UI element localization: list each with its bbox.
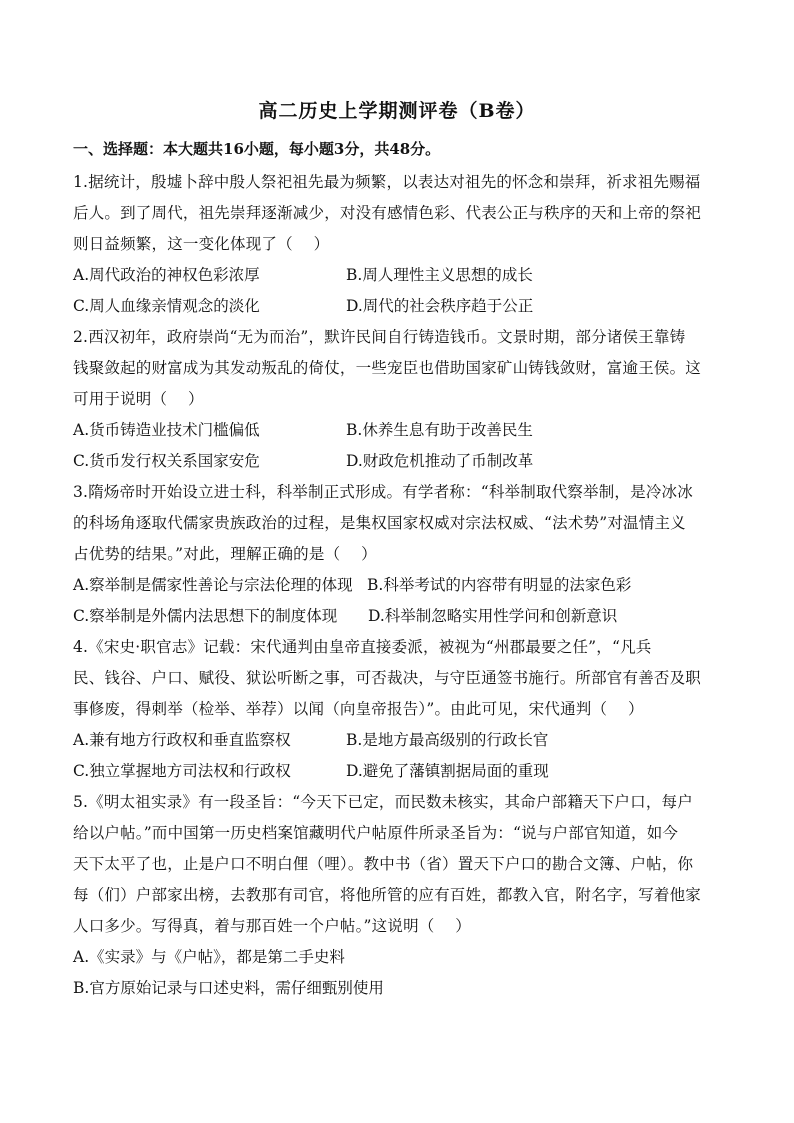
question-3-option-b: B.科举考试的内容带有明显的法家色彩 [367,576,632,594]
question-1-option-d: D.周代的社会秩序趋于公正 [346,297,534,315]
question-1-option-b: B.周人理性主义思想的成长 [346,266,533,284]
question-4-option-a: A.兼有地方行政权和垂直监察权 [73,731,291,749]
question-5-line-1: 5.《明太祖实录》有一段圣旨：“今天下已定，而民数未核实，其命户部籍天下户口，每户 [73,793,693,811]
question-2-line-3: 可用于说明（ ） [73,390,204,408]
question-2-option-d: D.财政危机推动了币制改革 [346,452,534,470]
question-4-line-1: 4.《宋史·职官志》记载：宋代通判由皇帝直接委派，被视为“州郡最要之任”，“凡兵 [73,638,652,656]
question-2-option-c: C.货币发行权关系国家安危 [73,452,260,470]
question-3-line-3: 占优势的结果。”对此，理解正确的是（ ） [73,545,377,563]
question-1-line-1: 1.据统计，殷墟卜辞中殷人祭祀祖先最为频繁，以表达对祖先的怀念和崇拜，祈求祖先赐福 [73,173,701,191]
question-4-option-b: B.是地方最高级别的行政长官 [346,731,549,749]
page-title: 高二历史上学期测评卷（B卷） [258,100,536,122]
question-3-line-2: 的科场角逐取代儒家贵族政治的过程，是集权国家权威对宗法权威、“法术势”对温情主义 [73,514,686,532]
question-4-option-c: C.独立掌握地方司法权和行政权 [73,762,291,780]
question-5-line-5: 人口多少。写得真，着与那百姓一个户帖。”这说明（ ） [73,917,472,935]
question-3-line-1: 3.隋炀帝时开始设立进士科，科举制正式形成。有学者称：“科举制取代察举制，是冷冰冰 [73,483,693,501]
question-3-option-c: C.察举制是外儒内法思想下的制度体现 [73,607,338,625]
question-2-line-2: 钱聚敛起的财富成为其发动叛乱的倚仗，一些宠臣也借助国家矿山铸钱敛财，富逾王侯。这 [73,359,702,377]
question-1-line-2: 后人。到了周代，祖先崇拜逐渐减少，对没有感情色彩、代表公正与秩序的天和上帝的祭祀 [73,204,702,222]
question-5-option-a: A.《实录》与《户帖》，都是第二手史料 [73,948,345,966]
question-5-line-2: 给以户帖。”而中国第一历史档案馆藏明代户帖原件所录圣旨为：“说与户部官知道，如今 [73,824,679,842]
section-heading: 一、选择题：本大题共16小题，每小题3分，共48分。 [73,140,441,158]
question-1-option-a: A.周代政治的神权色彩浓厚 [73,266,260,284]
question-1-line-3: 则日益频繁，这一变化体现了（ ） [73,235,330,253]
question-4-option-d: D.避免了藩镇割据局面的重现 [346,762,549,780]
question-2-option-b: B.休养生息有助于改善民生 [346,421,533,439]
question-3-option-a: A.察举制是儒家性善论与宗法伦理的体现 [73,576,353,594]
question-5-line-3: 天下太平了也，止是户口不明白俚（哩）。教中书（省）置天下户口的勘合文簿、户帖，你 [73,855,694,873]
question-5-line-4: 每（们）户部家出榜，去教那有司官，将他所管的应有百姓，都教入官，附名字，写着他家 [73,886,702,904]
question-3-option-d: D.科举制忽略实用性学问和创新意识 [368,607,618,625]
question-5-option-b: B.官方原始记录与口述史料，需仔细甄别使用 [73,979,384,997]
question-1-option-c: C.周人血缘亲情观念的淡化 [73,297,260,315]
question-4-line-3: 事修废，得刺举（检举、举荐）以闻（向皇帝报告）”。由此可见，宋代通判（ ） [73,700,644,718]
question-4-line-2: 民、钱谷、户口、赋役、狱讼听断之事，可否裁决，与守臣通签书施行。所部官有善否及职 [73,669,702,687]
question-2-line-1: 2.西汉初年，政府崇尚“无为而治”，默许民间自行铸造钱币。文景时期，部分诸侯王靠铸 [73,328,686,346]
question-2-option-a: A.货币铸造业技术门槛偏低 [73,421,260,439]
